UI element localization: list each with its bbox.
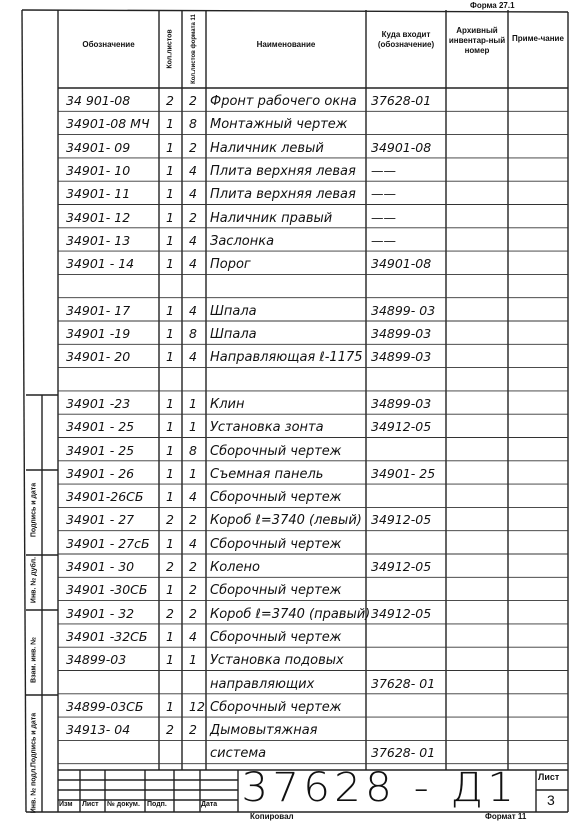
cell-sheet-count-format: 4	[189, 349, 197, 365]
cell-sheet-count-format: 2	[189, 209, 197, 225]
cell-sheet-count-format: 8	[189, 326, 197, 341]
cell-designation: 34901 - 27	[66, 512, 135, 528]
cell-sheet-count: 1	[166, 442, 174, 458]
cell-sheet-count-format: 2	[189, 512, 197, 528]
side-label: Подпись и дата	[30, 482, 38, 538]
cell-where-used: 34899-03	[371, 326, 432, 341]
cell-sheet-count-format: 2	[189, 93, 197, 108]
cell-name: Шпала	[210, 327, 257, 342]
cell-where-used: 34901-08	[371, 139, 432, 155]
cell-sheet-count: 1	[166, 162, 174, 178]
header-note: Приме-чание	[512, 34, 564, 43]
cell-name: Короб ℓ=3740 (правый)	[210, 606, 371, 622]
cell-where-used: ——	[371, 162, 396, 178]
cell-where-used: 34899-03	[371, 395, 432, 411]
cell-name: Установка зонта	[210, 420, 324, 436]
cell-where-used: 34901- 25	[371, 465, 436, 481]
cell-sheet-count-format: 4	[189, 489, 197, 505]
cell-where-used: 34912-05	[371, 559, 432, 574]
cell-designation: 34899-03СБ	[66, 698, 144, 714]
cell-where-used: 34899-03	[371, 349, 432, 365]
cell-sheet-count-format: 4	[189, 302, 197, 318]
cell-designation: 34901-08 МЧ	[66, 116, 150, 132]
side-label: Инв. № дубл.	[30, 556, 38, 604]
cell-sheet-count: 1	[166, 582, 174, 598]
cell-where-used: ——	[371, 232, 396, 248]
title-block-col-label: № докум.	[107, 801, 140, 808]
cell-sheet-count-format: 12	[189, 698, 205, 714]
cell-where-used: 34901-08	[371, 256, 432, 272]
header-sheet-count-cell	[159, 10, 182, 88]
document-number: 37628 - Д1	[241, 765, 519, 811]
cell-sheet-count: 1	[166, 489, 174, 505]
title-block-col-label: Изм	[59, 801, 73, 808]
side-label: Взам. инв. №	[30, 637, 38, 683]
cell-name: Фронт рабочего окна	[210, 94, 357, 109]
cell-sheet-count-format: 4	[189, 162, 197, 178]
cell-name: Порог	[210, 257, 251, 273]
cell-name: Направляющая ℓ-1175	[210, 350, 363, 366]
cell-name: Монтажный чертеж	[210, 117, 348, 133]
cell-designation: 34901- 20	[66, 349, 131, 365]
sheet-label: Лист	[538, 772, 560, 782]
cell-sheet-count-format: 2	[189, 722, 197, 738]
cell-sheet-count-format: 4	[189, 256, 197, 272]
cell-where-used: 37628-01	[371, 93, 432, 108]
cell-name: Установка подовых	[210, 653, 344, 669]
cell-sheet-count-format: 2	[189, 139, 197, 155]
cell-designation: 34901- 13	[66, 232, 131, 248]
cell-name: Клин	[210, 396, 245, 412]
cell-name: Наличник левый	[210, 140, 324, 156]
cell-sheet-count: 1	[166, 465, 174, 481]
cell-name: система	[210, 746, 267, 762]
cell-sheet-count-format: 4	[189, 535, 197, 551]
cell-sheet-count-format: 2	[189, 605, 197, 621]
cell-sheet-count: 2	[166, 605, 174, 621]
cell-name: Колено	[210, 560, 260, 575]
cell-designation: 34901- 12	[66, 209, 131, 225]
cell-sheet-count-format: 8	[189, 442, 197, 458]
cell-designation: 34901 -23	[66, 395, 131, 411]
cell-sheet-count-format: 1	[189, 465, 197, 481]
cell-sheet-count-format: 4	[189, 186, 197, 202]
cell-sheet-count: 1	[166, 186, 174, 202]
cell-designation: 34901- 11	[66, 186, 131, 202]
cell-sheet-count: 1	[166, 419, 174, 435]
cell-name: Сборочный чертеж	[210, 699, 342, 715]
cell-name: Заслонка	[210, 233, 275, 249]
cell-sheet-count: 2	[166, 93, 174, 108]
cell-where-used: 34912-05	[371, 419, 432, 435]
cell-sheet-count-format: 2	[189, 559, 197, 574]
cell-name: Сборочный чертеж	[210, 536, 342, 552]
cell-sheet-count: 1	[166, 326, 174, 341]
cell-sheet-count: 2	[166, 512, 174, 528]
sheet-number: 3	[547, 792, 555, 808]
cell-sheet-count: 1	[166, 698, 174, 714]
cell-where-used: ——	[371, 186, 396, 202]
header-archive-no: Архивный инвентар-ный номер	[448, 26, 506, 55]
cell-sheet-count: 2	[166, 559, 174, 574]
cell-designation: 34 901-08	[66, 93, 131, 108]
cell-sheet-count: 1	[166, 302, 174, 318]
header-where-used: Куда входит (обозначение)	[377, 30, 435, 49]
cell-name: Съемная панель	[210, 466, 324, 482]
header-designation: Обозначение	[82, 40, 135, 49]
cell-designation: 34901 -32СБ	[66, 628, 148, 644]
cell-name: Сборочный чертеж	[210, 490, 342, 506]
cell-name: Короб ℓ=3740 (левый)	[210, 513, 362, 529]
cell-designation: 34901- 09	[66, 139, 131, 155]
cell-name: Плита верхняя левая	[210, 163, 356, 179]
cell-where-used: ——	[371, 209, 396, 225]
cell-designation: 34901 - 30	[66, 559, 135, 574]
cell-where-used: 34899- 03	[371, 302, 436, 318]
cell-designation: 34901 -30СБ	[66, 582, 148, 598]
cell-sheet-count: 1	[166, 628, 174, 644]
cell-name: Шпала	[210, 303, 257, 319]
cell-designation: 34913- 04	[66, 722, 131, 738]
cell-name: Сборочный чертеж	[210, 583, 342, 599]
cell-designation: 34901 - 25	[66, 419, 135, 435]
title-block-col-label: Подп.	[147, 801, 167, 808]
cell-sheet-count-format: 4	[189, 232, 197, 248]
cell-name: направляющих	[210, 676, 315, 692]
cell-sheet-count-format: 2	[189, 582, 197, 598]
cell-designation: 34901 - 26	[66, 465, 135, 481]
cell-sheet-count-format: 1	[189, 652, 197, 668]
cell-sheet-count: 1	[166, 116, 174, 132]
header-name: Наименование	[256, 40, 316, 49]
form-label: Форма 27.1	[470, 1, 515, 10]
cell-sheet-count: 1	[166, 535, 174, 551]
cell-designation: 34899-03	[66, 652, 127, 668]
cell-where-used: 34912-05	[371, 605, 432, 621]
cell-sheet-count-format: 8	[189, 116, 197, 132]
cell-name: Плита верхняя левая	[210, 187, 356, 203]
cell-where-used: 34912-05	[371, 512, 432, 528]
cell-sheet-count: 2	[166, 722, 174, 738]
cell-designation: 34901 - 32	[66, 605, 135, 621]
cell-name: Дымовытяжная	[210, 723, 318, 739]
cell-sheet-count-format: 4	[189, 628, 197, 644]
side-label: Инв. № подл.	[30, 766, 38, 814]
cell-sheet-count: 1	[166, 256, 174, 272]
cell-where-used: 37628- 01	[371, 675, 436, 691]
cell-sheet-count: 1	[166, 395, 174, 411]
cell-sheet-count: 1	[166, 209, 174, 225]
header-sheet-count-format: Кол.листов формата 11	[191, 14, 197, 84]
cell-designation: 34901 - 14	[66, 256, 135, 272]
header-sheet-format-cell	[182, 10, 206, 88]
cell-designation: 34901- 17	[66, 302, 131, 318]
cell-sheet-count: 1	[166, 349, 174, 365]
header-sheet-count: Кол.листов	[166, 29, 174, 69]
title-block-col-label: Лист	[82, 801, 99, 808]
cell-sheet-count-format: 1	[189, 419, 197, 435]
cell-designation: 34901 -19	[66, 326, 131, 341]
cell-where-used: 37628- 01	[371, 745, 436, 761]
title-block-col-label: Дата	[201, 801, 218, 808]
cell-sheet-count: 1	[166, 652, 174, 668]
cell-name: Сборочный чертеж	[210, 629, 342, 645]
cell-designation: 34901 - 27сБ	[66, 535, 150, 551]
cell-sheet-count-format: 1	[189, 395, 197, 411]
cell-name: Сборочный чертеж	[210, 443, 342, 459]
format-label: Формат 11	[485, 812, 527, 821]
cell-sheet-count: 1	[166, 139, 174, 155]
cell-designation: 34901 - 25	[66, 442, 135, 458]
copied-label: Копировал	[250, 812, 294, 821]
cell-designation: 34901- 10	[66, 162, 131, 178]
side-label: Подпись и дата	[30, 712, 38, 768]
cell-name: Наличник правый	[210, 210, 333, 226]
cell-designation: 34901-26СБ	[66, 489, 144, 505]
cell-sheet-count: 1	[166, 232, 174, 248]
